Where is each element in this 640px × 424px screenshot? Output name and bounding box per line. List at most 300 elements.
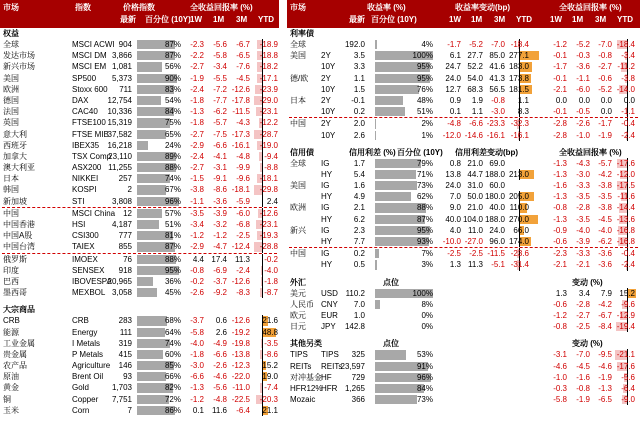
ret-3m: -19.8 [231, 338, 250, 348]
percentile-label: 64% [164, 327, 181, 337]
table-row [287, 288, 640, 299]
return-value: -3.9 [576, 237, 590, 246]
return-value: -0.3 [576, 51, 590, 61]
tenor-label: HY [321, 192, 333, 202]
percentile-label: 96% [164, 196, 181, 206]
credit-ret-header: 全收益回报率 (%) [559, 147, 622, 157]
market-name: 美国 [290, 51, 306, 61]
ret-1w: -1.2 [190, 394, 204, 404]
ret-1m: -6.6 [213, 140, 227, 150]
return-value: -2.6 [576, 119, 590, 129]
ret-3m: -7.6 [236, 62, 250, 72]
tenor-label: 10Y [321, 130, 336, 140]
percentile-label: 36% [164, 276, 181, 286]
table-row [0, 230, 279, 241]
latest-value: 1.5 [353, 84, 365, 94]
change-value: 85.0 [489, 51, 505, 61]
ret-1w: -1.8 [190, 95, 204, 105]
latest-value: 12 [123, 208, 132, 218]
table-row [287, 84, 640, 95]
latest-value: 110.2 [345, 288, 365, 298]
market-name: 中国香港 [3, 220, 35, 229]
tenor-label: 2Y [321, 51, 331, 61]
return-value: -11.2 [617, 62, 635, 72]
ret-1m: -4.9 [213, 338, 227, 348]
return-value: 0.0 [600, 107, 612, 117]
credit-chg-header: 信用利差变动(bp) [455, 147, 519, 157]
change-value: -31.4 [510, 260, 529, 270]
change-value: -4.8 [447, 119, 461, 129]
ret-ytd: -28.7 [259, 129, 278, 139]
index-name: HSI [72, 220, 86, 229]
change-value: 188.0 [484, 214, 505, 224]
percentile-label: 60% [164, 349, 181, 359]
change-value: 27.7 [467, 51, 483, 61]
ret-3m: -9.6 [236, 174, 250, 184]
ret-1m: 2.6 [215, 327, 227, 337]
market-name: 日本 [290, 95, 306, 105]
table-row [287, 95, 640, 106]
return-value: -19.4 [616, 322, 635, 332]
index-name: Stoxx 600 [72, 84, 108, 94]
index-name: IBOVESPA [72, 276, 112, 286]
change-value: 4.0 [449, 225, 461, 235]
change-value: 24.0 [445, 73, 461, 83]
market-name: 工业金属 [3, 338, 35, 348]
ret-ytd: -9.4 [264, 151, 278, 161]
return-value: 0.0 [578, 95, 590, 105]
return-value: -3.3 [576, 181, 590, 191]
ret-3m: -4.3 [236, 118, 250, 128]
return-value: -0.3 [553, 383, 567, 393]
latest-value: 319 [118, 338, 132, 348]
change-value: -11.5 [487, 249, 505, 259]
latest-value: 23,597 [340, 361, 365, 371]
change-value: -12.0 [442, 130, 461, 140]
return-value: -2.8 [553, 119, 567, 129]
return-value: -3.8 [621, 73, 635, 83]
change-value: -6.6 [469, 119, 483, 129]
change-value: 21.0 [467, 203, 483, 213]
market-name: 全球 [290, 40, 306, 49]
table-row [287, 248, 640, 259]
ret-ytd: -23.1 [259, 220, 278, 229]
percentile-label: 48% [416, 95, 433, 105]
table-row [287, 372, 640, 383]
percentile-label: 53% [416, 350, 433, 360]
ret-3m: -16.1 [231, 140, 250, 150]
ret-1w: -0.8 [190, 265, 204, 275]
index-name: ASX200 [72, 163, 102, 173]
tenor-label: HF [321, 372, 332, 382]
table-row [0, 327, 279, 338]
return-value: -3.5 [576, 214, 590, 224]
header-return: 全收益回报率 (%) [190, 3, 253, 12]
market-name: CRB [3, 316, 20, 326]
table-row [287, 383, 640, 394]
percentile-label: 24% [164, 140, 181, 150]
left-header [0, 0, 279, 28]
table-row [287, 214, 640, 225]
market-name: 俄罗斯 [3, 254, 27, 264]
latest-value: 5.4 [353, 169, 365, 179]
percentile-label: 66% [164, 372, 181, 382]
rheader-1w: 1W [449, 15, 461, 24]
table-row [287, 321, 640, 332]
ret-1m: -3.7 [213, 276, 227, 286]
change-value: 0.9 [449, 95, 461, 105]
percentile-label: 74% [164, 338, 181, 348]
section-commodity-title: 大宗商品 [3, 305, 35, 315]
latest-value: 20,965 [107, 276, 132, 286]
market-name: 巴西 [3, 276, 19, 286]
tenor-label: REITs [321, 361, 343, 371]
change-value: 6.1 [449, 51, 461, 61]
market-name: 日元 [290, 322, 306, 332]
change-value: 270.0 [508, 214, 529, 224]
percentile-label: 8% [421, 299, 433, 309]
index-name: Gold [72, 383, 89, 393]
market-name: 新加坡 [3, 196, 27, 206]
return-value: -2.1 [576, 260, 590, 270]
percentile-label: 3% [421, 260, 433, 270]
change-value: -5.2 [469, 40, 483, 49]
return-value: -0.8 [576, 383, 590, 393]
return-value: -0.4 [621, 249, 635, 259]
table-row [0, 219, 279, 230]
table-row [0, 371, 279, 382]
header-1m: 1M [213, 15, 225, 24]
return-value: -4.6 [598, 361, 612, 371]
change-value: 277.1 [508, 51, 529, 61]
section-credit [287, 147, 640, 158]
percentile-bar [375, 119, 376, 128]
table-row [287, 236, 640, 247]
ret-3m: -12.6 [231, 84, 250, 94]
percentile-label: 45% [164, 288, 181, 298]
latest-value: 1.1 [353, 73, 365, 83]
ret-1w: -2.3 [190, 40, 204, 49]
return-value: -1.1 [621, 107, 635, 117]
table-row [287, 106, 640, 117]
return-value: -0.6 [598, 73, 612, 83]
change-value: 24.0 [489, 225, 505, 235]
return-value: -17.6 [616, 158, 635, 168]
ret-ytd: -4.0 [264, 265, 278, 275]
header-3m: 3M [236, 15, 248, 24]
return-value: -1.9 [598, 372, 612, 382]
ret-1w: -6.6 [190, 372, 204, 382]
return-value: -2.8 [576, 299, 590, 309]
market-name: 贵金属 [3, 349, 27, 359]
index-name: SENSEX [72, 265, 105, 275]
return-value: -1.6 [576, 372, 590, 382]
return-value: -6.4 [621, 383, 635, 393]
ret-ytd: -23.1 [259, 107, 278, 117]
return-value: -3.5 [598, 192, 612, 202]
latest-value: 11,255 [108, 163, 132, 173]
ret-1w: -1.5 [190, 174, 204, 184]
table-row [0, 106, 279, 117]
percentile-label: 0% [421, 310, 433, 320]
percentile-label: 54% [164, 95, 181, 105]
table-row [287, 118, 640, 129]
ret-ytd: -3.5 [264, 338, 278, 348]
return-value: -4.5 [598, 214, 612, 224]
latest-value: 1.0 [353, 310, 365, 320]
change-value: 110.0 [509, 203, 529, 213]
change-value: 12.7 [445, 84, 461, 94]
latest-value: 325 [351, 350, 365, 360]
change-value: 50.0 [467, 192, 483, 202]
percentile-label: 86% [164, 405, 181, 415]
section-rates [287, 28, 640, 39]
return-value: -17.6 [616, 361, 635, 371]
ret-3m: -4.8 [236, 151, 250, 161]
ret-1w: -2.9 [190, 140, 204, 150]
change-value: 56.5 [489, 84, 505, 94]
return-value: -17.5 [616, 181, 635, 191]
change-value: 66.0 [513, 225, 529, 235]
return-value: -5.7 [598, 158, 612, 168]
return-value: -3.1 [553, 350, 567, 360]
ret-3m: -17.8 [231, 95, 250, 105]
change-value: -0.8 [491, 95, 505, 105]
latest-value: 415 [118, 349, 132, 359]
change-value: 173.8 [508, 73, 529, 83]
return-value: -1.3 [553, 158, 567, 168]
index-name: NIKKEI [72, 174, 99, 184]
tenor-label: 10Y [321, 62, 336, 72]
change-value: 0.1 [449, 107, 461, 117]
percentile-label: 79% [416, 158, 433, 168]
table-row [0, 208, 279, 219]
ret-1m: 17.4 [211, 254, 227, 264]
percentile-label: 73% [416, 395, 433, 405]
latest-value: 2.3 [353, 225, 365, 235]
table-row [287, 361, 640, 372]
ret-1m: -3.1 [213, 163, 227, 173]
table-row [287, 50, 640, 61]
return-value: -0.8 [598, 51, 612, 61]
percentile-label: 1% [421, 130, 433, 140]
latest-value: 192.0 [344, 40, 365, 49]
percentile-bar [375, 260, 377, 269]
table-row [287, 225, 640, 236]
ret-1m: -2.6 [213, 361, 227, 371]
change-value: 8.3 [517, 107, 529, 117]
market-name: 对冲基金 [290, 372, 322, 382]
ret-1m: -4.7 [213, 242, 227, 252]
ret-3m: -6.0 [236, 208, 250, 218]
ret-3m: -5.9 [236, 196, 250, 206]
market-name: 意大利 [3, 129, 27, 139]
return-value: -0.1 [553, 51, 567, 61]
market-name: 欧洲 [290, 203, 306, 213]
market-name: 美元 [290, 288, 306, 298]
latest-value: 146 [118, 361, 132, 371]
change-value: 96.0 [489, 237, 505, 246]
return-value: -1.9 [576, 395, 590, 405]
ret-1m: -4.6 [213, 372, 227, 382]
tenor-label: TIPS [321, 350, 339, 360]
latest-value: 7,751 [111, 394, 132, 404]
table-row [287, 130, 640, 141]
table-row [287, 73, 640, 84]
return-value: -0.8 [553, 203, 567, 213]
table-row [0, 84, 279, 95]
percentile-label: 88% [164, 163, 181, 173]
return-value: -2.5 [576, 322, 590, 332]
market-name: 中国 [290, 119, 306, 129]
section-commodity [0, 304, 279, 315]
ret-3m: -6.7 [236, 40, 250, 49]
return-value: -6.5 [598, 395, 612, 405]
return-value: -1.3 [598, 383, 612, 393]
change-value: -27.0 [464, 237, 483, 246]
percentile-label: 95% [164, 265, 181, 275]
ret-1w: -2.9 [190, 242, 204, 252]
ret-1w: -1.9 [190, 73, 204, 83]
ret-ytd: -28.8 [259, 242, 278, 252]
percentile-label: 96% [416, 372, 433, 382]
percentile-bar [375, 131, 376, 140]
index-name: TSX Comp [72, 151, 112, 161]
ret-1w: -3.4 [190, 220, 204, 229]
market-name: 韩国 [3, 185, 19, 195]
market-name: Mozaic [290, 395, 316, 405]
latest-value: 2.0 [353, 119, 365, 129]
ret-1m: -3.4 [213, 62, 227, 72]
market-name: 黄金 [3, 383, 19, 393]
percentile-label: 4% [421, 40, 433, 49]
change-value: 1.3 [449, 260, 461, 270]
latest-value: 4,187 [111, 220, 132, 229]
latest-value: 257 [118, 174, 132, 184]
commodity-rows [0, 315, 279, 416]
change-value: -3.0 [491, 107, 505, 117]
percentile-label: 75% [164, 118, 181, 128]
return-value: -4.0 [598, 225, 612, 235]
ret-1w: -2.7 [190, 163, 204, 173]
ret-1m: -7.7 [213, 95, 227, 105]
percentile-label: 84% [164, 107, 181, 117]
latest-value: 7.0 [353, 299, 365, 309]
market-name: 全球 [3, 40, 19, 49]
change-value: -18.4 [510, 40, 529, 49]
ret-3m: -17.3 [231, 129, 250, 139]
index-name: DAX [72, 95, 89, 105]
change-value: 1.1 [471, 107, 483, 117]
percentile-label: 74% [164, 174, 181, 184]
return-value: -3.8 [598, 181, 612, 191]
return-value: -9.6 [621, 299, 635, 309]
return-value: -1.0 [576, 130, 590, 140]
latest-value: 3.3 [353, 62, 365, 72]
index-name: MSCI DM [72, 51, 107, 61]
index-name: Brent Oil [72, 372, 104, 382]
return-value: -3.6 [598, 260, 612, 270]
percentile-bar [375, 300, 380, 309]
change-value: 41.6 [489, 62, 505, 72]
change-value: -7.0 [491, 40, 505, 49]
return-value: -1.7 [598, 119, 612, 129]
ret-3m: -6.8 [236, 220, 250, 229]
ret-1m: -9.1 [213, 174, 227, 184]
return-value: -4.2 [598, 169, 612, 179]
return-value: -1.3 [553, 169, 567, 179]
bond-fx-panel [287, 0, 640, 424]
ret-3m: -22.0 [231, 372, 250, 382]
tenor-label: IG [321, 225, 330, 235]
rheader-pct10: 百分位 (10Y) [371, 15, 417, 24]
tenor-label: USD [321, 288, 338, 298]
change-value: -2.5 [447, 249, 461, 259]
change-value: 40.0 [489, 203, 505, 213]
return-value: -2.7 [576, 310, 590, 320]
index-name: IMOEX [72, 254, 98, 264]
ret-3m: -6.4 [236, 405, 250, 415]
index-name: KOSPI [72, 185, 97, 195]
ret-3m: -2.5 [236, 231, 250, 241]
percentile-label: 89% [164, 151, 181, 161]
rheader-ret-1w: 1W [550, 15, 562, 24]
latest-value: 1.7 [353, 158, 365, 168]
return-value: 0.0 [600, 95, 612, 105]
latest-value: 3.5 [353, 51, 365, 61]
ret-1m: -5.6 [213, 383, 227, 393]
latest-value: 4.9 [353, 192, 365, 202]
market-name: 欧元 [290, 310, 306, 320]
ret-ytd: -23.9 [259, 84, 278, 94]
return-value: -14.0 [616, 84, 635, 94]
tenor-label: 2Y [321, 73, 331, 83]
percentile-label: 95% [416, 62, 433, 72]
ret-ytd: -18.1 [259, 174, 278, 184]
tenor-label: HFR [321, 383, 338, 393]
ret-1m: -4.1 [213, 151, 227, 161]
latest-value: 3,808 [111, 196, 132, 206]
latest-value: 2 [127, 185, 132, 195]
ret-ytd: 21.1 [262, 405, 278, 415]
table-row [287, 61, 640, 72]
ret-3m: -11.0 [232, 383, 250, 393]
market-name: 中国台湾 [3, 242, 35, 252]
percentile-label: 83% [164, 84, 181, 94]
return-value: -0.9 [553, 225, 567, 235]
header-ytd: YTD [258, 15, 274, 24]
percentile-label: 51% [416, 107, 433, 117]
market-name: 新兴市场 [3, 62, 35, 72]
index-name: Agriculture [72, 361, 111, 371]
header-market: 市场 [3, 3, 19, 12]
latest-value: 37,582 [107, 129, 132, 139]
equity-commodity-panel [0, 0, 279, 424]
percentile-bar [137, 141, 148, 150]
tenor-label: JPY [321, 322, 336, 332]
ret-ytd: -7.4 [264, 383, 278, 393]
return-value: -2.8 [576, 203, 590, 213]
return-value: -1.3 [553, 214, 567, 224]
return-value: -0.1 [553, 73, 567, 83]
ret-1w: -3.8 [190, 185, 204, 195]
ret-1m: 11.6 [212, 405, 227, 415]
table-row [287, 394, 640, 405]
table-row [0, 265, 279, 276]
change-value: 7.0 [449, 192, 461, 202]
ret-ytd: -17.1 [259, 73, 278, 83]
return-value: -1.0 [553, 372, 567, 382]
